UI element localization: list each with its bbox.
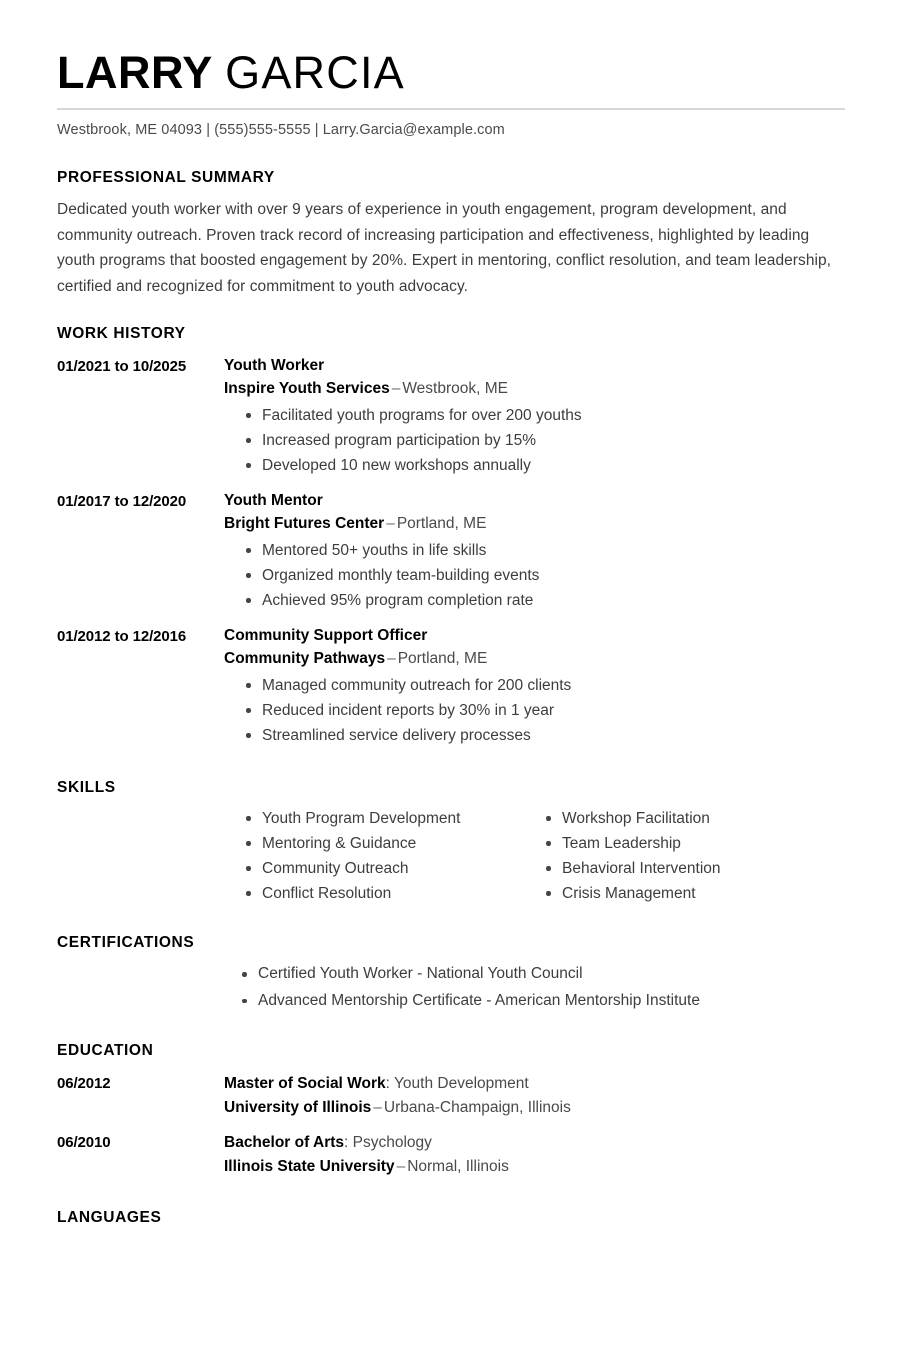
education-entry — [57, 1131, 845, 1179]
job-company-name: Bright Futures Center — [224, 515, 385, 532]
candidate-last-name: GARCIA — [225, 47, 405, 98]
section-heading-languages: LANGUAGES — [57, 1209, 162, 1226]
skill-item: Crisis Management — [562, 881, 824, 906]
section-heading-certifications: CERTIFICATIONS — [57, 934, 195, 951]
work-history-entry — [57, 490, 845, 613]
education-school-line — [224, 1154, 845, 1179]
resume-header — [57, 46, 845, 140]
education-entry — [57, 1072, 845, 1120]
header-divider — [57, 108, 845, 110]
job-separator-dash: – — [386, 515, 395, 532]
job-title: Youth Mentor — [224, 492, 323, 509]
skills-columns — [57, 806, 845, 906]
job-location: Portland, ME — [397, 650, 488, 667]
job-company-name: Community Pathways — [224, 650, 386, 667]
job-bullet: Streamlined service delivery processes — [262, 723, 845, 748]
job-bullet: Organized monthly team-building events — [262, 563, 845, 588]
professional-summary-text: Dedicated youth worker with over 9 years of experience in youth engagement, program development, and community outreach. Proven track record of increasing participation and effectiveness, highlighted by leading youth programs that boosted engagement by 20%. Expert in mentoring, conflict resolution, and team leadership, certified and recognized for commitment to youth advocacy. — [57, 201, 832, 295]
skill-item: Team Leadership — [562, 831, 824, 856]
section-heading-skills: SKILLS — [57, 779, 116, 796]
contact-line: Westbrook, ME 04093 | (555)555-5555 | Larry.Garcia@example.com — [57, 122, 505, 138]
job-bullet: Reduced incident reports by 30% in 1 year — [262, 698, 845, 723]
job-separator-dash: – — [387, 650, 396, 667]
job-company-name: Inspire Youth Services — [224, 380, 390, 397]
job-details — [224, 625, 845, 748]
education-separator-dash: – — [373, 1099, 382, 1116]
work-history-entry — [57, 355, 845, 478]
education-location: Normal, Illinois — [407, 1158, 509, 1175]
section-heading-professional-summary: PROFESSIONAL SUMMARY — [57, 169, 275, 186]
work-history-entry — [57, 625, 845, 748]
education-degree-line — [224, 1131, 845, 1154]
candidate-name — [57, 46, 845, 100]
job-bullet-list — [224, 673, 845, 748]
education-field: : Youth Development — [385, 1075, 529, 1092]
section-heading-education: EDUCATION — [57, 1042, 154, 1059]
section-certifications — [57, 933, 845, 1014]
section-heading-work-history: WORK HISTORY — [57, 325, 186, 342]
job-title: Community Support Officer — [224, 627, 428, 644]
section-work-history — [57, 324, 845, 748]
section-languages — [57, 1208, 845, 1228]
skill-item: Youth Program Development — [262, 806, 524, 831]
job-location: Portland, ME — [396, 515, 487, 532]
job-company-line — [224, 512, 845, 536]
skill-item: Conflict Resolution — [262, 881, 524, 906]
job-title: Youth Worker — [224, 357, 325, 374]
skills-column-right — [524, 806, 824, 906]
education-location: Urbana-Champaign, Illinois — [383, 1099, 571, 1116]
skill-list-right — [524, 806, 824, 906]
education-separator-dash: – — [396, 1158, 406, 1175]
job-company-line — [224, 647, 845, 671]
education-details — [224, 1131, 845, 1179]
education-degree: Bachelor of Arts — [224, 1134, 345, 1151]
education-school: University of Illinois — [224, 1099, 372, 1116]
skill-item: Behavioral Intervention — [562, 856, 824, 881]
certifications-content — [57, 961, 845, 1014]
job-dates: 01/2021 to 10/2025 — [57, 358, 187, 375]
job-bullet-list — [224, 403, 845, 478]
job-bullet: Facilitated youth programs for over 200 youths — [262, 403, 845, 428]
job-bullet: Increased program participation by 15% — [262, 428, 845, 453]
education-school: Illinois State University — [224, 1158, 395, 1175]
education-date: 06/2012 — [57, 1075, 111, 1092]
education-details — [224, 1072, 845, 1120]
education-school-line — [224, 1095, 845, 1120]
section-professional-summary — [57, 168, 845, 299]
job-location: Westbrook, ME — [402, 380, 508, 397]
job-dates: 01/2017 to 12/2020 — [57, 493, 187, 510]
job-dates: 01/2012 to 12/2016 — [57, 628, 187, 645]
job-bullet: Achieved 95% program completion rate — [262, 588, 845, 613]
skill-item: Mentoring & Guidance — [262, 831, 524, 856]
job-bullet: Developed 10 new workshops annually — [262, 453, 845, 478]
section-education — [57, 1041, 845, 1179]
certification-list — [220, 961, 845, 1014]
skill-item: Community Outreach — [262, 856, 524, 881]
skill-item: Workshop Facilitation — [562, 806, 824, 831]
certification-item: Advanced Mentorship Certificate - American Mentorship Institute — [258, 988, 845, 1015]
education-field: : Psychology — [344, 1134, 432, 1151]
job-bullet: Mentored 50+ youths in life skills — [262, 538, 845, 563]
candidate-first-name: LARRY — [57, 47, 213, 98]
section-skills — [57, 778, 845, 906]
education-degree: Master of Social Work — [224, 1075, 386, 1092]
education-degree-line — [224, 1072, 845, 1095]
job-bullet: Managed community outreach for 200 clients — [262, 673, 845, 698]
job-bullet-list — [224, 538, 845, 613]
education-date: 06/2010 — [57, 1134, 111, 1151]
job-details — [224, 490, 845, 613]
skill-list-left — [224, 806, 524, 906]
job-details — [224, 355, 845, 478]
certification-item: Certified Youth Worker - National Youth Council — [258, 961, 845, 988]
job-company-line — [224, 377, 845, 401]
job-separator-dash: – — [391, 380, 401, 397]
skills-column-left — [224, 806, 524, 906]
